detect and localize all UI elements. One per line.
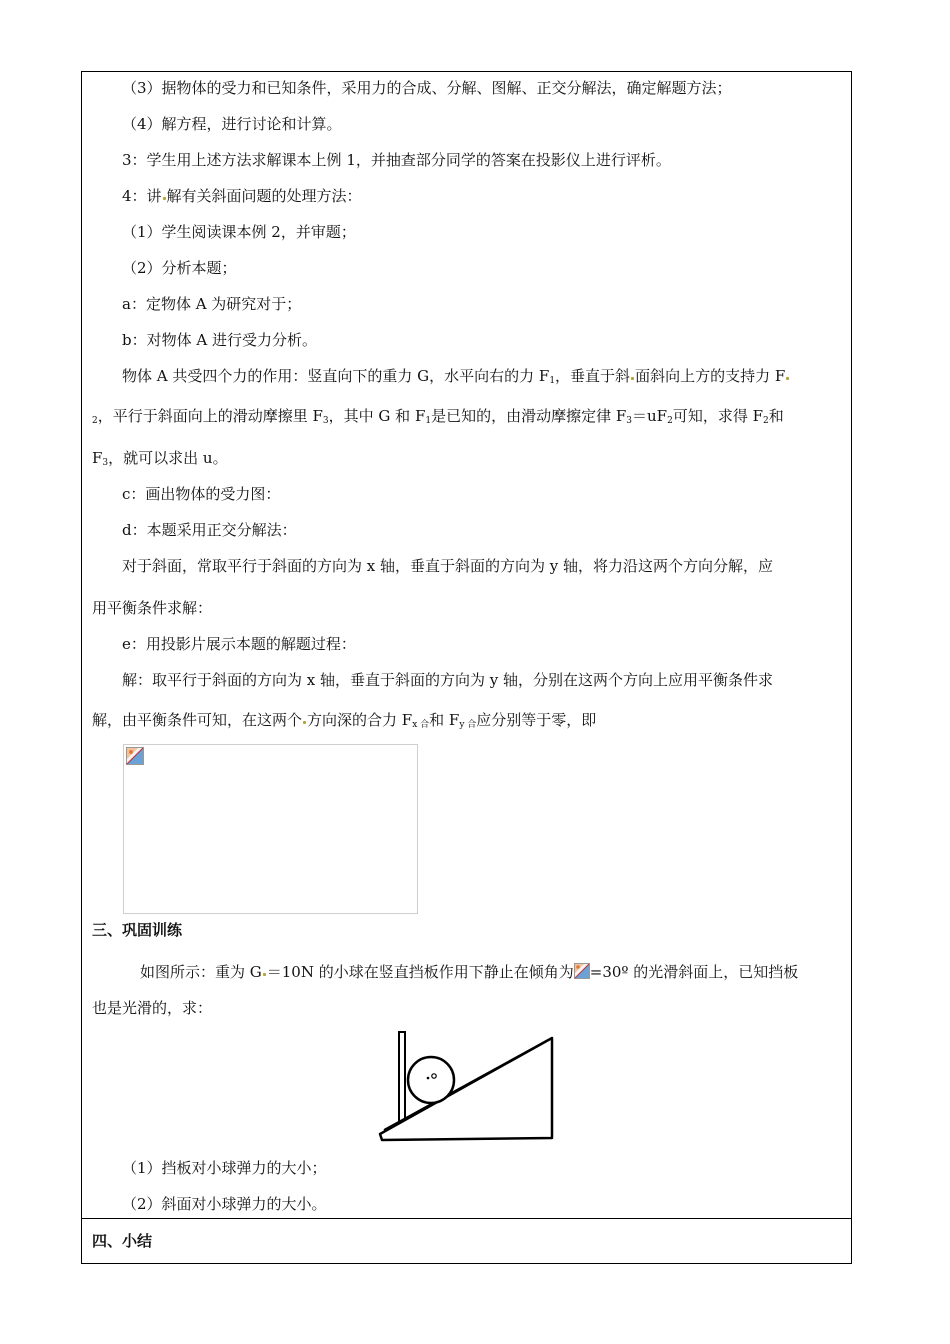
solution-line-1: 解：取平行于斜面的方向为 x 轴，垂直于斜面的方向为 y 轴，分别在这两个方向上应用平衡条件求 xyxy=(122,671,774,689)
section-3-heading: 三、巩固训练 xyxy=(92,921,183,939)
point-a-text: a：定物体 A 为研究对于； xyxy=(122,295,302,313)
sub-2-text: （2）分析本题； xyxy=(122,259,237,277)
item-3-text: 3：学生用上述方法求解课本上例 1，并抽查部分同学的答案在投影仪上进行评析。 xyxy=(122,151,671,169)
question-part-2: （2）斜面对小球弹力的大小。 xyxy=(122,1195,327,1213)
force-paragraph-line-3: $F_3$，就可以求出 u。 xyxy=(92,449,228,468)
equation-image-placeholder xyxy=(123,744,418,914)
axis-paragraph-line-1: 对于斜面，常取平行于斜面的方向为 x 轴，垂直于斜面的方向为 y 轴，将力沿这两个方向分解，应 xyxy=(122,557,774,575)
question-part-1: （1）挡板对小球弹力的大小； xyxy=(122,1159,327,1177)
question-line-2: 也是光滑的，求： xyxy=(92,999,213,1017)
sub-1-text: （1）学生阅读课本例 2，并审题； xyxy=(122,223,356,241)
step-3-text: （3）据物体的受力和已知条件，采用力的合成、分解、图解、正交分解法，确定解题方法； xyxy=(122,79,732,97)
ball xyxy=(408,1057,454,1103)
force-paragraph-line-1: 物体 A 共受四个力的作用：竖直向下的重力 G，水平向右的力 $F_1$，垂直于斜 面斜向上方的支持力 F xyxy=(122,366,844,386)
axis-paragraph-line-2: 用平衡条件求解： xyxy=(92,599,213,617)
point-b-text: b：对物体 A 进行受力分析。 xyxy=(122,331,317,349)
point-d-text: d：本题采用正交分解法： xyxy=(122,521,297,539)
broken-image-icon xyxy=(126,747,144,765)
point-e-text: e：用投影片展示本题的解题过程： xyxy=(122,635,356,653)
section-divider xyxy=(81,1218,852,1219)
force-paragraph-line-2: $_2$，平行于斜面向上的滑动摩擦里 $F_3$，其中 G 和 $F_1$是已知的，由滑动摩擦定律 $F_3=uF_2$可知，求得 $F_2$和 xyxy=(92,407,784,426)
ball-on-incline-figure xyxy=(376,1030,556,1145)
ball-dot xyxy=(427,1077,430,1080)
solution-line-2: 解，由平衡条件可知，在这两个 方向深的合力 $F_{x 合}$和 $F_{y 合}$应分别等于零，即 xyxy=(92,711,597,730)
section-4-heading: 四、小结 xyxy=(92,1232,153,1250)
point-c-text: c：画出物体的受力图： xyxy=(122,485,281,503)
question-line-1: 如图所示：重为 G ＝10N 的小球在竖直挡板作用下静止在倾角为 =30º 的光滑斜面上，已知挡板 xyxy=(140,963,799,981)
angle-symbol-image-icon xyxy=(574,963,590,979)
item-4-text: 4：讲 解有关斜面问题的处理方法： xyxy=(122,187,362,205)
step-4-text: （4）解方程，进行讨论和计算。 xyxy=(122,115,342,133)
